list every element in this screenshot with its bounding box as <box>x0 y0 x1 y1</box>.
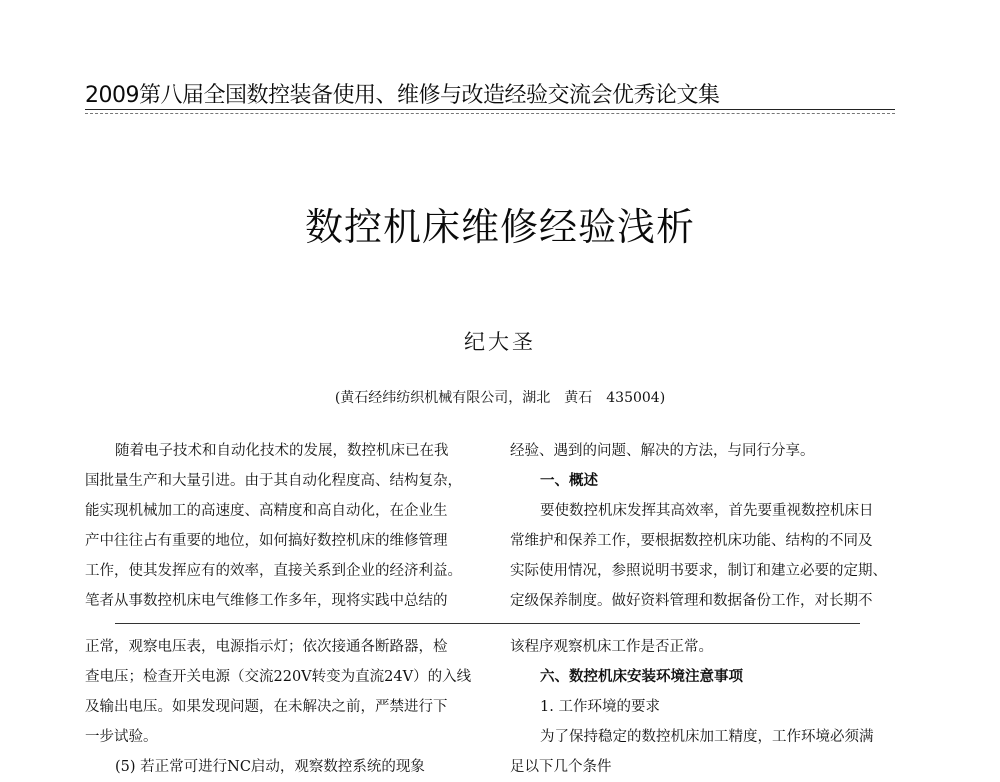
text-line: 正常，观察电压表，电源指示灯；依次接通各断路器，检 <box>85 639 448 655</box>
text-line: 经验、遇到的问题、解决的方法，与同行分享。 <box>510 443 815 459</box>
header-rule <box>85 109 895 110</box>
text-line: 该程序观察机床工作是否正常。 <box>510 639 713 655</box>
paper-title: 数控机床维修经验浅析 <box>304 205 695 249</box>
author-name: 纪大圣 <box>464 330 536 354</box>
text-line: 一步试验。 <box>85 729 158 745</box>
text-line: 实际使用情况，参照说明书要求，制订和建立必要的定期、 <box>510 563 887 579</box>
text-line: 要使数控机床发挥其高效率，首先要重视数控机床日 <box>540 503 874 519</box>
page-break-rule <box>115 623 860 624</box>
upper-right-column <box>510 436 910 616</box>
upper-left-column <box>85 436 485 616</box>
subsection-heading: 1. 工作环境的要求 <box>540 699 660 715</box>
text-line: 查电压；检查开关电源（交流220V转变为直流24V）的入线 <box>85 669 472 685</box>
text-line: 能实现机械加工的高速度、高精度和高自动化，在企业生 <box>85 503 448 519</box>
text-line: 产中往往占有重要的地位，如何搞好数控机床的维修管理 <box>85 533 448 549</box>
section-heading: 一、概述 <box>540 472 598 489</box>
author-affiliation: (黄石经纬纺织机械有限公司，湖北 黄石 435004) <box>334 390 666 406</box>
proceedings-header: 2009第八届全国数控装备使用、维修与改造经验交流会优秀论文集 <box>85 83 720 108</box>
text-line: 常维护和保养工作，要根据数控机床功能、结构的不同及 <box>510 533 873 549</box>
text-line: 定级保养制度。做好资料管理和数据备份工作，对长期不 <box>510 593 873 609</box>
text-line: 为了保持稳定的数控机床加工精度，工作环境必须满 <box>540 729 874 745</box>
text-line: 及输出电压。如果发现问题，在未解决之前，严禁进行下 <box>85 699 448 715</box>
text-line: 随着电子技术和自动化技术的发展，数控机床已在我 <box>115 443 449 459</box>
text-line: 笔者从事数控机床电气维修工作多年，现将实践中总结的 <box>85 593 448 609</box>
text-line: (5) 若正常可进行NC启动，观察数控系统的现象 <box>115 759 425 775</box>
text-line: 国批量生产和大量引进。由于其自动化程度高、结构复杂， <box>85 473 462 489</box>
header-rule-dashed <box>85 113 895 114</box>
text-line: 足以下几个条件 <box>510 759 612 775</box>
section-heading: 六、数控机床安装环境注意事项 <box>540 668 743 685</box>
text-line: 工作，使其发挥应有的效率，直接关系到企业的经济利益。 <box>85 563 462 579</box>
